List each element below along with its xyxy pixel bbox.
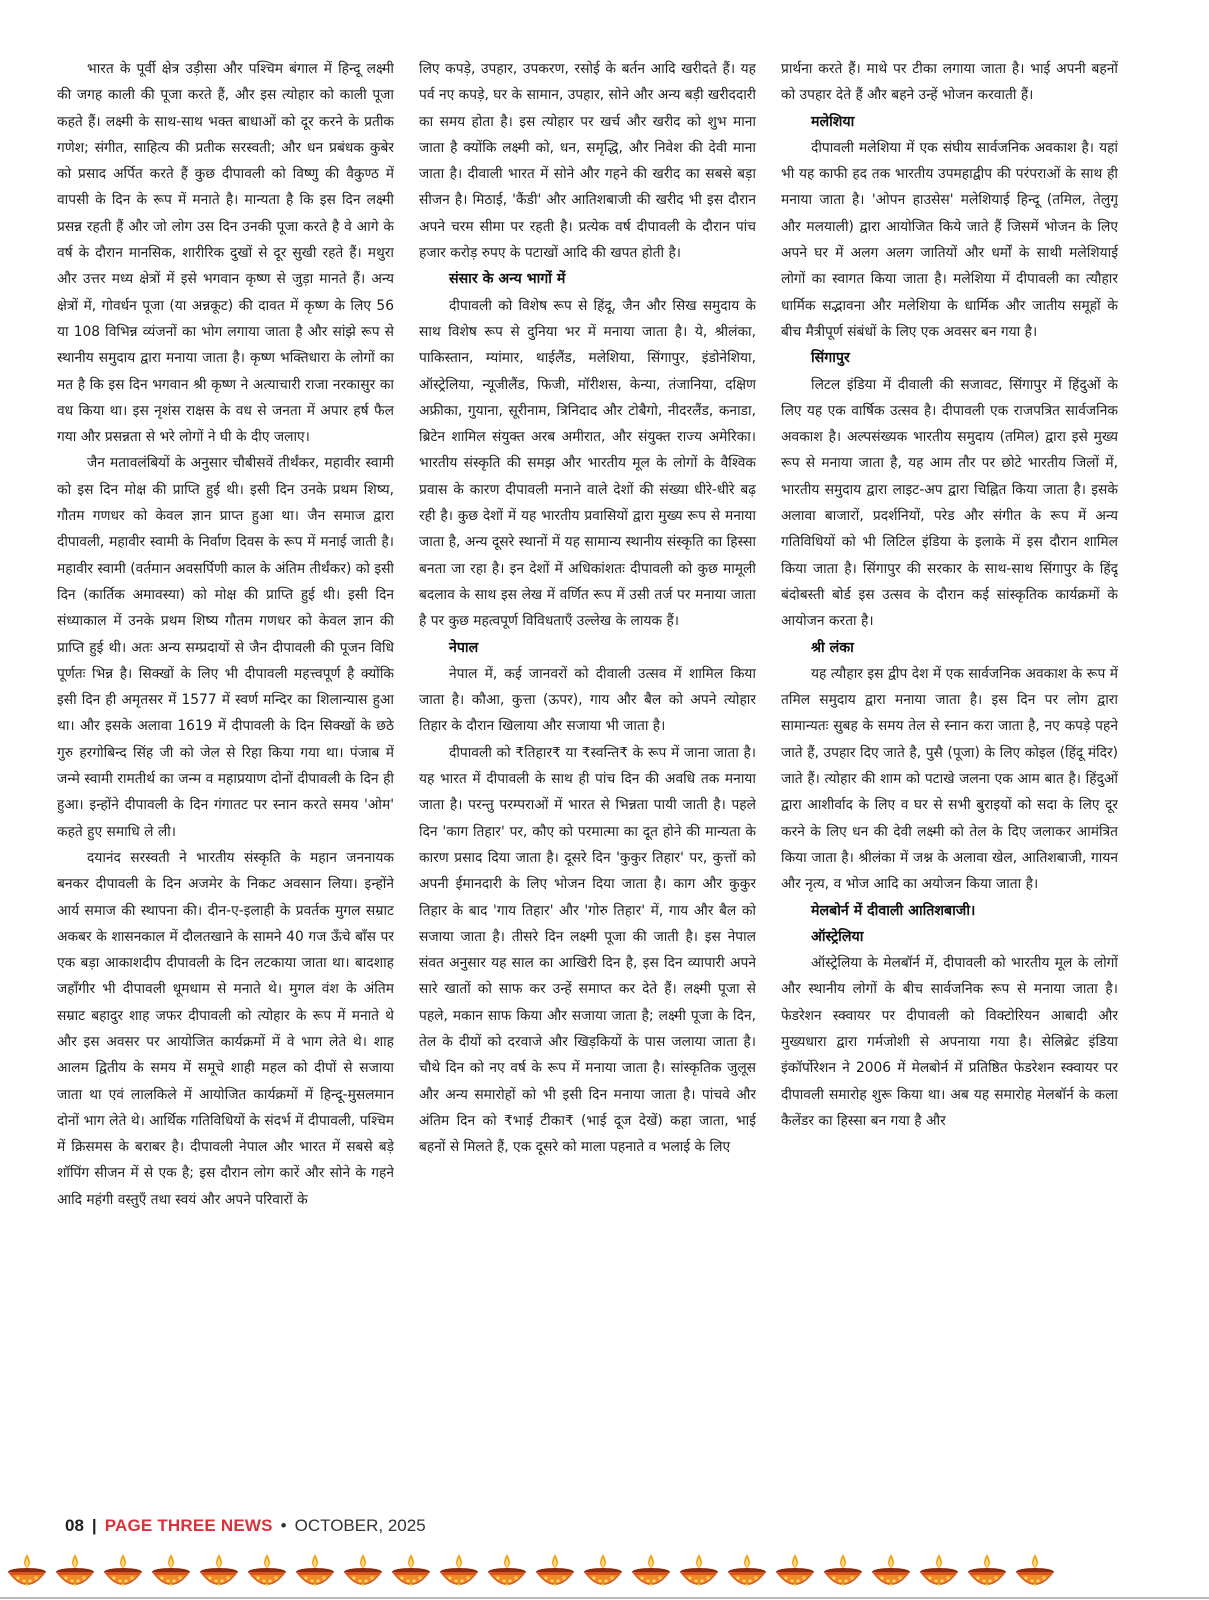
article-columns [57, 56, 1154, 1476]
diya-icon [870, 1552, 912, 1592]
diya-icon [918, 1552, 960, 1592]
paragraph: लिटल इंडिया में दीवाली की सजावट, सिंगापुर में हिंदुओं के लिए यह एक वार्षिक उत्सव है। दीपावली एक राजपत्रित सार्वजनिक अवकाश है। अल्पसंख्यक भारतीय समुदाय (तमिल) द्वारा इसे मुख्य रूप से मनाया जाता है, यह आम तौर पर छोटे भारतीय जिलों में, भारतीय समुदाय द्वारा लाइट-अप द्वारा चिह्नित किया जाता है। इसके अलावा बाजारों, प्रदर्शनियों, परेड और संगीत के रूप में अन्य गतिविधियों को भी लिटिल इंडिया के इलाके में इस दौरान शामिल किया जाता है। सिंगापुर की सरकार के साथ-साथ सिंगापुर के हिंदू बंदोबस्ती बोर्ड इस उत्सव के दौरान कई सांस्कृतिक कार्यक्रमों के आयोजन करता है। [781, 376, 1118, 630]
diya-icon [198, 1552, 240, 1592]
paragraph: लिए कपड़े, उपहार, उपकरण, रसोई के बर्तन आदि खरीदते हैं। यह पर्व नए कपड़े, घर के सामान, उपहार, सोने और अन्य बड़ी खरीददारी का समय होता है। इस त्योहार पर खर्च और खरीद को शुभ माना जाता है क्योंकि लक्ष्मी को, धन, समृद्धि, और निवेश की देवी माना जाता है। दीवाली भारत में सोने और गहने की खरीद का सबसे बड़ा सीजन है। मिठाई, 'कैंडी' और आतिशबाजी की खरीद भी इस दौरान अपने चरम सीमा पर रहती है। प्रत्येक वर्ष दीपावली के दौरान पांच हजार करोड़ रुपए के पटाखों आदि की खपत होती है। [419, 61, 756, 262]
diya-icon [966, 1552, 1008, 1592]
diya-icon [678, 1552, 720, 1592]
paragraph: भारत के पूर्वी क्षेत्र उड़ीसा और पश्चिम बंगाल में हिन्दू लक्ष्मी की जगह काली की पूजा करते हैं, और इस त्योहार को काली पूजा कहते हैं। लक्ष्मी के साथ-साथ भक्त बाधाओं को दूर करने के प्रतीक गणेश; संगीत, साहित्य की प्रतीक सरस्वती; और धन प्रबंधक कुबेर को प्रसाद अर्पित करते हैं कुछ दीपावली को विष्णु की वैकुण्ठ में वापसी के दिन के रूप में मनाते है। मान्यता है कि इस दिन लक्ष्मी प्रसन्न रहती हैं और जो लोग उस दिन उनकी पूजा करते है वे आगे के वर्ष के दौरान मानसिक, शारीरिक दुखों से दूर सुखी रहते हैं। मथुरा और उत्तर मध्य क्षेत्रों में इसे भगवान कृष्ण से जुड़ा मानते हैं। अन्य क्षेत्रों में, गोवर्धन पूजा (या अन्नकूट) की दावत में कृष्ण के लिए 56 या 108 विभिन्न व्यंजनों का भोग लगाया जाता है और सांझे रूप से स्थानीय समुदाय द्वारा मनाया जाता है। कृष्ण भक्तिधारा के लोगों का मत है कि इस दिन भगवान श्री कृष्ण ने अत्याचारी राजा नरकासुर का वध किया था। इस नृशंस राक्षस के वध से जनता में अपार हर्ष फैल गया और प्रसन्नता से भरे लोगों ने घी के दीए जलाए। [57, 61, 394, 446]
paragraph: दयानंद सरस्वती ने भारतीय संस्कृति के महान जननायक बनकर दीपावली के दिन अजमेर के निकट अवसान लिया। इन्होंने आर्य समाज की स्थापना की। दीन-ए-इलाही के प्रवर्तक मुगल सम्राट अकबर के शासनकाल में दौलतखाने के सामने 40 गज ऊँचे बाँस पर एक बड़ा आकाशदीप दीपावली के दिन लटकाया जाता था। बादशाह जहाँगीर भी दीपावली धूमधाम से मनाते थे। मुगल वंश के अंतिम सम्राट बहादुर शाह जफर दीपावली को त्योहार के रूप में मनाते थे और इस अवसर पर आयोजित कार्यक्रमों में वे भाग लेते थे। शाह आलम द्वितीय के समय में समूचे शाही महल को दीपों से सजाया जाता था एवं लालकिले में आयोजित कार्यक्रमों में हिन्दू-मुसलमान दोनों भाग लेते थे। आर्थिक गतिविधियों के संदर्भ में दीपावली, पश्चिम में क्रिसमस के बराबर है। दीपावली नेपाल और भारत में सबसे बड़े शॉपिंग सीजन में से एक है; इस दौरान लोग कारें और सोने के गहने आदि महंगी वस्तुएँ तथा स्वयं और अपने परिवारों के [57, 849, 394, 1208]
diya-icon [438, 1552, 480, 1592]
paragraph: ऑस्ट्रेलिया के मेलबॉर्न में, दीपावली को भारतीय मूल के लोगों और स्थानीय लोगों के बीच सार्वजनिक रूप से मनाया जाता है। फेडरेशन स्क्वायर पर दीपावली को विक्टोरियन आबादी और मुख्यधारा द्वारा गर्मजोशी से अपनाया गया है। सेलिब्रेट इंडिया इंकॉर्पोरेशन ने 2006 में मेलबोर्न में प्रतिष्ठित फेडरेशन स्क्वायर पर दीपावली समारोह शुरू किया था। अब यह समारोह मेलबॉर्न के कला कैलेंडर का हिस्सा बन गया है और [781, 955, 1118, 1129]
section-heading: श्री लंका [811, 639, 854, 656]
diya-icon [726, 1552, 768, 1592]
diya-icon [390, 1552, 432, 1592]
diya-border [0, 1552, 1209, 1596]
diya-icon [486, 1552, 528, 1592]
paragraph: जैन मतावलंबियों के अनुसार चौबीसवें तीर्थंकर, महावीर स्वामी को इस दिन मोक्ष की प्राप्ति हुई थी। इसी दिन उनके प्रथम शिष्य, गौतम गणधर को केवल ज्ञान प्राप्त हुआ था। जैन समाज द्वारा दीपावली, महावीर स्वामी के निर्वाण दिवस के रूप में मनाई जाती है। महावीर स्वामी (वर्तमान अवसर्पिणी काल के अंतिम तीर्थंकर) को इसी दिन (कार्तिक अमावस्या) को मोक्ष की प्राप्ति हुई थी। इसी दिन संध्याकाल में उनके प्रथम शिष्य गौतम गणधर को केवल ज्ञान की प्राप्ति हुई थी। अतः अन्य सम्प्रदायों से जैन दीपावली की पूजन विधि पूर्णतः भिन्न है। सिक्खों के लिए भी दीपावली महत्त्वपूर्ण है क्योंकि इसी दिन ही अमृतसर में 1577 में स्वर्ण मन्दिर का शिलान्यास हुआ था। और इसके अलावा 1619 में दीपावली के दिन सिक्खों के छठे गुरु हरगोबिन्द सिंह जी को जेल से रिहा किया गया था। पंजाब में जन्मे स्वामी रामतीर्थ का जन्म व महाप्रयाण दोनों दीपावली के दिन ही हुआ। इन्होंने दीपावली के दिन गंगातट पर स्नान करते समय 'ओम' कहते हुए समाधि ले ली। [57, 455, 394, 840]
diya-icon [342, 1552, 384, 1592]
diya-icon [294, 1552, 336, 1592]
paragraph: नेपाल में, कई जानवरों को दीवाली उत्सव में शामिल किया जाता है। कौआ, कुत्ता (ऊपर), गाय और बैल को अपने त्योहार तिहार के दौरान खिलाया और सजाया भी जाता है। [419, 665, 756, 735]
section-heading: मलेशिया [811, 113, 855, 130]
column-1 [57, 56, 394, 1476]
column-3 [781, 56, 1118, 1476]
column-2 [419, 56, 756, 1476]
section-heading: नेपाल [449, 639, 479, 656]
diya-icon [102, 1552, 144, 1592]
diya-icon [534, 1552, 576, 1592]
paragraph: प्रार्थना करते हैं। माथे पर टीका लगाया जाता है। भाई अपनी बहनों को उपहार देते हैं और बहने उन्हें भोजन करवाती हैं। [781, 61, 1118, 104]
paragraph: दीपावली को ₹तिहार₹ या ₹स्वन्ति₹ के रूप में जाना जाता है। यह भारत में दीपावली के साथ ही पांच दिन की अवधि तक मनाया जाता है। परन्तु परम्पराओं में भारत से भिन्नता पायी जाती है। पहले दिन 'काग तिहार' पर, कौए को परमात्मा का दूत होने की मान्यता के कारण प्रसाद दिया जाता है। दूसरे दिन 'कुकुर तिहार' पर, कुत्तों को अपनी ईमानदारी के लिए भोजन दिया जाता है। काग और कुकुर तिहार के बाद 'गाय तिहार' और 'गोरु तिहार' में, गाय और बैल को सजाया जाता है। तीसरे दिन लक्ष्मी पूजा की जाती है। इस नेपाल संवत अनुसार यह साल का आखिरी दिन है, इस दिन व्यापारी अपने सारे खातों को साफ कर उन्हें समाप्त कर देते हैं। लक्ष्मी पूजा से पहले, मकान साफ किया और सजाया जाता है; लक्ष्मी पूजा के दिन, तेल के दीयों को दरवाजे और खिड़कियों के पास जलाया जाता है। चौथे दिन को नए वर्ष के रूप में मनाया जाता है। सांस्कृतिक जुलूस और अन्य समारोहों को भी इसी दिन मनाया जाता है। पांचवे और अंतिम दिन को ₹भाई टीका₹ (भाई दूज देखें) कहा जाता, भाई बहनों से मिलते हैं, एक दूसरे को माला पहनाते व भलाई के लिए [419, 744, 756, 1156]
diya-icon [6, 1552, 48, 1592]
diya-icon [582, 1552, 624, 1592]
section-heading: ऑस्ट्रेलिया [811, 928, 864, 945]
publication-name: PAGE THREE NEWS [104, 1516, 273, 1535]
diya-icon [54, 1552, 96, 1592]
section-heading: मेलबोर्न में दीवाली आतिशबाजी। [811, 902, 976, 919]
diya-icon [822, 1552, 864, 1592]
page-footer [65, 1516, 426, 1536]
paragraph: दीपावली को विशेष रूप से हिंदू, जैन और सिख समुदाय के साथ विशेष रूप से दुनिया भर में मनाया जाता है। ये, श्रीलंका, पाकिस्तान, म्यांमार, थाईलैंड, मलेशिया, सिंगापुर, इंडोनेशिया, ऑस्ट्रेलिया, न्यूजीलैंड, फिजी, मॉरीशस, केन्या, तंजानिया, दक्षिण अफ्रीका, गुयाना, सूरीनाम, त्रिनिदाद और टोबैगो, नीदरलैंड, कनाडा, ब्रिटेन शामिल संयुक्त अरब अमीरात, और संयुक्त राज्य अमेरिका। भारतीय संस्कृति की समझ और भारतीय मूल के लोगों के वैश्विक प्रवास के कारण दीपावली मनाने वाले देशों की संख्या धीरे-धीरे बढ़ रही है। कुछ देशों में यह भारतीय प्रवासियों द्वारा मुख्य रूप से मनाया जाता है, अन्य दूसरे स्थानों में यह सामान्य स्थानीय संस्कृति का हिस्सा बनता जा रहा है। इन देशों में अधिकांशतः दीपावली को कुछ मामूली बदलाव के साथ इस लेख में वर्णित रूप में उसी तर्ज पर मनाया जाता है पर कुछ महत्वपूर्ण विविधताएँ उल्लेख के लायक हैं। [419, 297, 756, 630]
paragraph: दीपावली मलेशिया में एक संघीय सार्वजनिक अवकाश है। यहां भी यह काफी हद तक भारतीय उपमहाद्वीप की परंपराओं के साथ ही मनाया जाता है। 'ओपन हाउसेस' मलेशियाई हिन्दू (तमिल, तेलुगू और मलयाली) द्वारा आयोजित किये जाते हैं जिसमें भोजन के लिए अपने घर में अलग अलग जातियों और धर्मों के साथी मलेशियाई लोगों का स्वागत किया जाता है। मलेशिया में दीपावली का त्यौहार धार्मिक सद्भावना और मलेशिया के धार्मिक और जातीय समूहों के बीच मैत्रीपूर्ण संबंधों के लिए एक अवसर बन गया है। [781, 139, 1118, 340]
page-number: 08 [65, 1516, 84, 1535]
diya-icon [774, 1552, 816, 1592]
diya-icon [150, 1552, 192, 1592]
diya-icon [630, 1552, 672, 1592]
issue-date: OCTOBER, 2025 [294, 1516, 426, 1535]
diya-icon [246, 1552, 288, 1592]
paragraph: यह त्यौहार इस द्वीप देश में एक सार्वजनिक अवकाश के रूप में तमिल समुदाय द्वारा मनाया जाता है। इस दिन पर लोग द्वारा सामान्यतः सुबह के समय तेल से स्नान करा जाता है, नए कपड़े पहने जाते हैं, उपहार दिए जाते है, पुसै (पूजा) के लिए कोइल (हिंदू मंदिर) जाते हैं। त्योहार की शाम को पटाखे जलना एक आम बात है। हिंदुओं द्वारा आशीर्वाद के लिए व घर से सभी बुराइयों को सदा के लिए दूर करने के लिए धन की देवी लक्ष्मी को तेल के दिए जलाकर आमंत्रित किया जाता है। श्रीलंका में जश्न के अलावा खेल, आतिशबाजी, गायन और नृत्य, व भोज आदि का अयोजन किया जाता है। [781, 665, 1118, 893]
footer-bullet: • [280, 1516, 287, 1535]
diya-icon [1014, 1552, 1056, 1592]
bottom-rule [0, 1597, 1209, 1599]
section-heading: सिंगापुर [811, 350, 850, 367]
section-heading: संसार के अन्य भागों में [449, 271, 566, 288]
footer-separator: | [91, 1516, 97, 1535]
